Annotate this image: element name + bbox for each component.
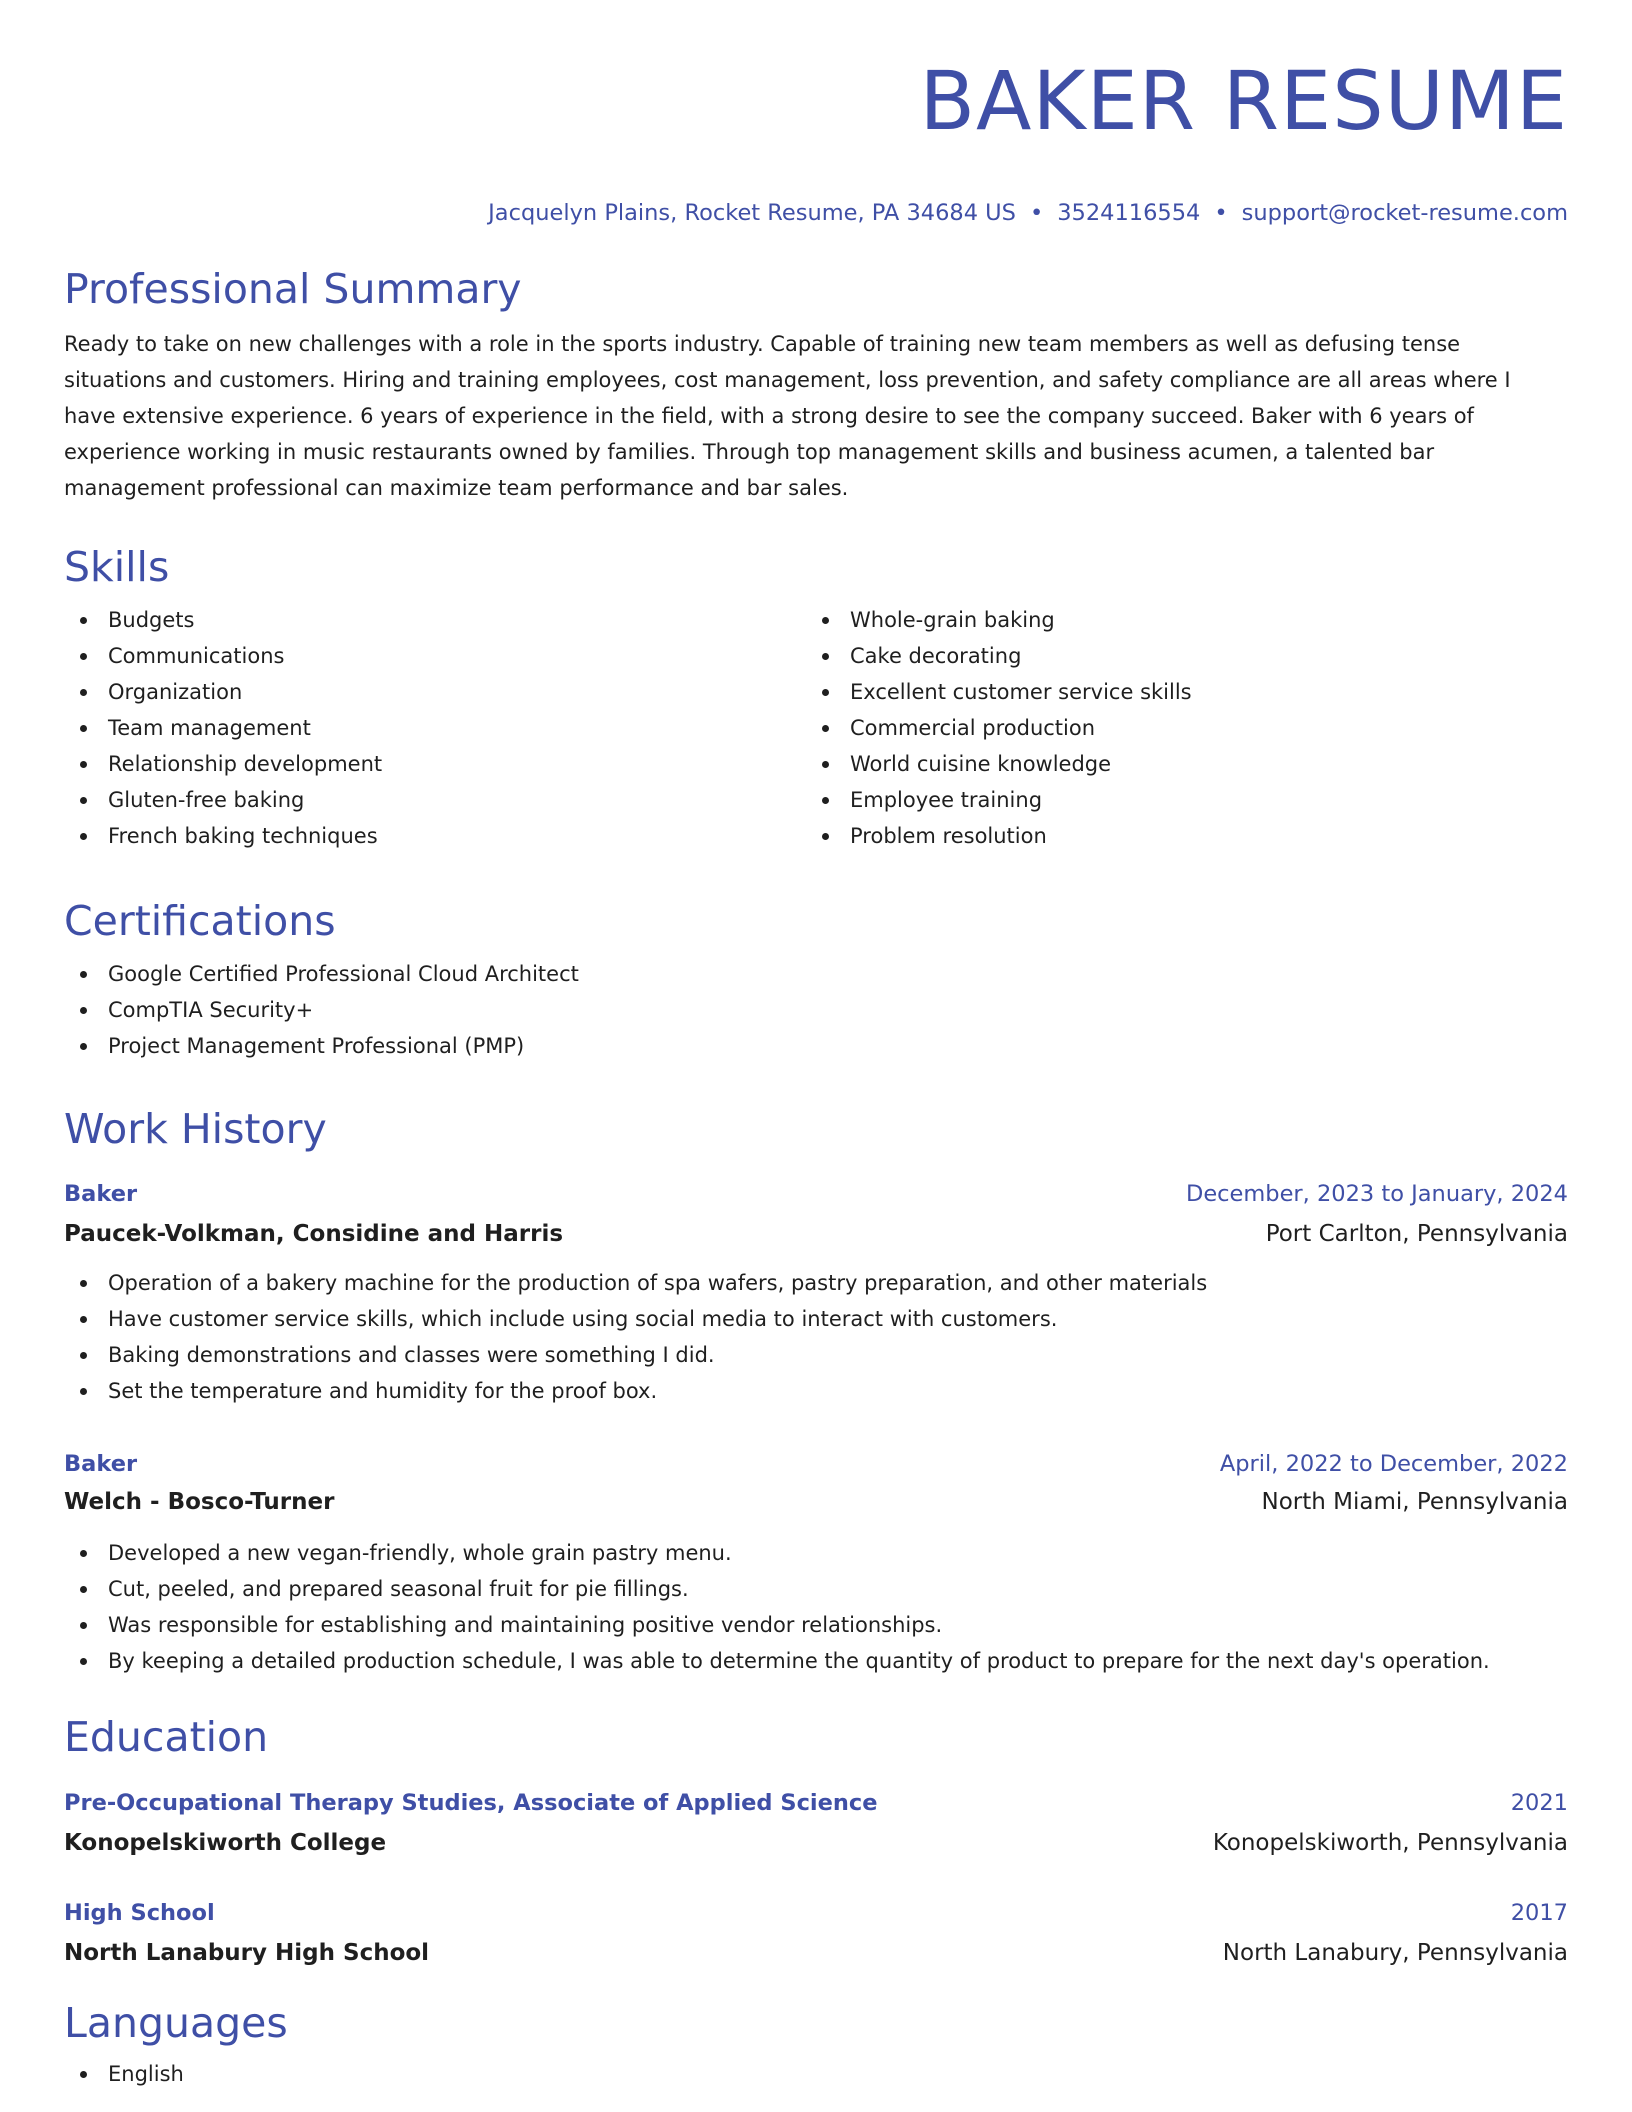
contact-address: Jacquelyn Plains, Rocket Resume, PA 34684 US xyxy=(488,200,1016,226)
job-duty-item: Was responsible for establishing and maintaining positive vendor relationships. xyxy=(64,1607,1568,1643)
education-school: North Lanabury High School xyxy=(64,1940,430,1966)
skill-item: Employee training xyxy=(806,782,1548,818)
job-duty-item: Have customer service skills, which include using social media to interact with customers. xyxy=(64,1301,1568,1337)
education-school: Konopelskiworth College xyxy=(64,1830,387,1856)
languages-list xyxy=(64,2056,1568,2092)
summary-text: Ready to take on new challenges with a role in the sports industry. Capable of training new team members as well as defusing tense situations and customers. Hiring and training employees, cost management, loss prevention, and safety compliance are all areas where I have extensive experience. 6 years of experience in the field, with a strong desire to see the company succeed. Baker with 6 years of experience working in music restaurants owned by families. Through top management skills and business acumen, a talented bar management professional can maximize team performance and bar sales. xyxy=(64,332,1511,500)
skills-title: Skills xyxy=(64,543,170,591)
skill-item: Team management xyxy=(64,710,806,746)
education-degree: Pre-Occupational Therapy Studies, Associate of Applied Science xyxy=(64,1790,878,1816)
certification-item: Project Management Professional (PMP) xyxy=(64,1028,1568,1064)
skill-item: Cake decorating xyxy=(806,638,1548,674)
language-item: English xyxy=(64,2056,1568,2092)
skill-item: Communications xyxy=(64,638,806,674)
job-duty-item: Cut, peeled, and prepared seasonal fruit for pie fillings. xyxy=(64,1571,1568,1607)
education-degree: High School xyxy=(64,1900,215,1926)
summary-section xyxy=(64,264,1568,506)
job-location: Port Carlton, Pennsylvania xyxy=(1265,1221,1568,1247)
job-role: Baker xyxy=(64,1181,138,1207)
certification-item: CompTIA Security+ xyxy=(64,992,1568,1028)
job-duty-item: Set the temperature and humidity for the proof box. xyxy=(64,1373,1568,1409)
job-company: Paucek-Volkman, Considine and Harris xyxy=(64,1221,564,1247)
contact-separator: • xyxy=(1214,200,1228,226)
skills-columns xyxy=(64,602,1568,854)
certifications-title: Certifications xyxy=(64,897,336,945)
job-company: Welch - Bosco-Turner xyxy=(64,1489,335,1515)
job-dates: December, 2023 to January, 2024 xyxy=(1186,1181,1568,1207)
skill-item: Whole-grain baking xyxy=(806,602,1548,638)
skill-item: Commercial production xyxy=(806,710,1548,746)
skill-item: Gluten-free baking xyxy=(64,782,806,818)
skill-item: Organization xyxy=(64,674,806,710)
education-year: 2021 xyxy=(1510,1790,1568,1816)
resume-name: BAKER RESUME xyxy=(919,55,1568,149)
languages-section xyxy=(64,1998,1568,2092)
job-duty-item: Baking demonstrations and classes were something I did. xyxy=(64,1337,1568,1373)
job-role: Baker xyxy=(64,1451,138,1477)
job-duty-item: Operation of a bakery machine for the production of spa wafers, pastry preparation, and other materials xyxy=(64,1265,1568,1301)
contact-line xyxy=(64,198,1568,228)
education-entry xyxy=(64,1784,1568,1862)
contact-phone[interactable]: 3524116554 xyxy=(1057,200,1201,226)
skill-item: Problem resolution xyxy=(806,818,1548,854)
job-dates: April, 2022 to December, 2022 xyxy=(1219,1451,1568,1477)
certifications-list xyxy=(64,956,1568,1064)
skill-item: World cuisine knowledge xyxy=(806,746,1548,782)
job-duties xyxy=(64,1535,1568,1679)
job-entry xyxy=(64,1175,1568,1409)
work-history-section xyxy=(64,1104,1568,1154)
skill-item: French baking techniques xyxy=(64,818,806,854)
work-history-title: Work History xyxy=(64,1105,327,1153)
job-duties xyxy=(64,1265,1568,1409)
education-location: North Lanabury, Pennsylvania xyxy=(1222,1940,1568,1966)
languages-title: Languages xyxy=(64,1999,288,2047)
certification-item: Google Certified Professional Cloud Architect xyxy=(64,956,1568,992)
education-year: 2017 xyxy=(1510,1900,1568,1926)
skills-section xyxy=(64,542,1568,854)
summary-title: Professional Summary xyxy=(64,265,522,313)
education-location: Konopelskiworth, Pennsylvania xyxy=(1212,1830,1568,1856)
skill-item: Budgets xyxy=(64,602,806,638)
contact-separator: • xyxy=(1029,200,1044,226)
skill-item: Relationship development xyxy=(64,746,806,782)
education-section xyxy=(64,1712,1568,1762)
skills-column-right xyxy=(806,602,1548,854)
contact-email[interactable]: support@rocket-resume.com xyxy=(1241,200,1568,226)
job-entry xyxy=(64,1445,1568,1679)
job-location: North Miami, Pennsylvania xyxy=(1261,1489,1568,1515)
certifications-section xyxy=(64,896,1568,1064)
resume-header xyxy=(64,0,1568,228)
skills-column-left xyxy=(64,602,806,854)
job-duty-item: Developed a new vegan-friendly, whole grain pastry menu. xyxy=(64,1535,1568,1571)
skill-item: Excellent customer service skills xyxy=(806,674,1548,710)
education-title: Education xyxy=(64,1713,269,1761)
job-duty-item: By keeping a detailed production schedule, I was able to determine the quantity of product to prepare for the next day's operation. xyxy=(64,1643,1568,1679)
education-entry xyxy=(64,1894,1568,1972)
